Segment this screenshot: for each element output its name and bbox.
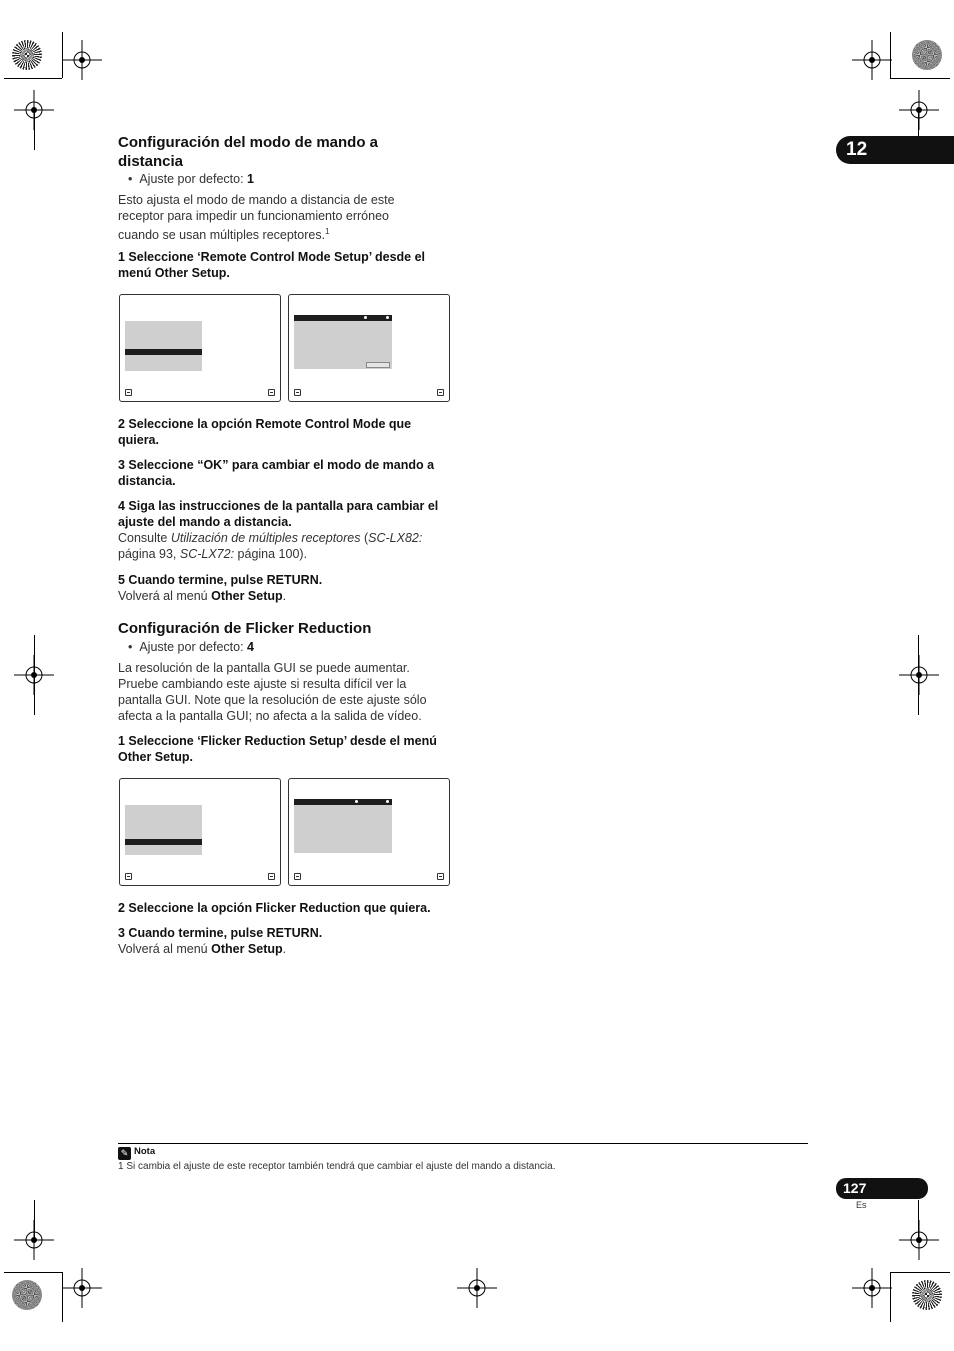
- section-title-remote-mode: [118, 133, 378, 171]
- text: (: [360, 531, 369, 545]
- step-2: 2 Seleccione la opción Flicker Reduction que quiera.: [118, 901, 431, 915]
- menu-highlight: [294, 315, 392, 321]
- registration-target-icon: [899, 655, 939, 695]
- screen-corner-icon: [294, 389, 301, 396]
- section-intro: [118, 192, 458, 243]
- text-bold: Other Setup: [211, 942, 283, 956]
- text-line: Pruebe cambiando este ajuste si resulta difícil ver la: [118, 677, 407, 691]
- text: Consulte: [118, 531, 171, 545]
- registration-rosette-icon: [912, 1280, 942, 1310]
- default-label: Ajuste por defecto:: [139, 640, 244, 654]
- step-text: Other Setup.: [118, 750, 194, 764]
- menu-panel: [294, 315, 392, 369]
- registration-rosette-icon: [12, 1280, 42, 1310]
- step-3: [118, 457, 458, 489]
- page-number: 127: [843, 1180, 867, 1196]
- text: .: [282, 589, 287, 603]
- step-text: 3 Seleccione “OK” para cambiar el modo de mando a: [118, 458, 435, 472]
- registration-target-icon: [457, 1268, 497, 1308]
- menu-highlight: [125, 349, 202, 355]
- screen-corner-icon: [268, 389, 275, 396]
- registration-target-icon: [852, 40, 892, 80]
- gui-screen-flicker: [288, 778, 450, 886]
- text-line: La resolución de la pantalla GUI se puede aumentar.: [118, 661, 410, 675]
- text-italic: SC-LX82:: [368, 531, 423, 545]
- text-bold: Other Setup: [211, 589, 283, 603]
- arrow-icon: [364, 316, 367, 319]
- registration-target-icon: [62, 40, 102, 80]
- note-label: Nota: [134, 1146, 156, 1157]
- section-intro: [118, 660, 463, 724]
- default-setting: • Ajuste por defecto: 4: [128, 640, 254, 654]
- default-value: 4: [247, 640, 254, 654]
- text: Volverá al menú: [118, 589, 212, 603]
- menu-highlight: [294, 799, 392, 805]
- step-5-result: [118, 588, 458, 604]
- section-title-flicker: Configuración de Flicker Reduction: [118, 620, 372, 637]
- footnote-ref: 1: [325, 227, 330, 236]
- step-text: menú Other Setup.: [118, 266, 230, 280]
- text-line: Esto ajusta el modo de mando a distancia de este: [118, 193, 395, 207]
- step-4-reference: [118, 530, 458, 562]
- chapter-number: 12: [846, 139, 868, 160]
- footnote-text: 1 Si cambia el ajuste de este receptor también tendrá que cambiar el ajuste del mando a distancia.: [118, 1161, 556, 1172]
- registration-target-icon: [899, 1220, 939, 1260]
- language-code: Es: [856, 1200, 867, 1210]
- registration-target-icon: [852, 1268, 892, 1308]
- registration-target-icon: [899, 90, 939, 130]
- arrow-icon: [386, 800, 389, 803]
- section-title-line: distancia: [118, 153, 184, 170]
- text: Volverá al menú: [118, 942, 212, 956]
- step-3: 3 Cuando termine, pulse RETURN.: [118, 926, 323, 940]
- menu-panel: [294, 799, 392, 853]
- step-text: quiera.: [118, 433, 159, 447]
- text: página 100).: [234, 547, 308, 561]
- gui-screen-other-setup: [119, 294, 281, 402]
- step-2: [118, 416, 458, 448]
- step-4: [118, 498, 458, 530]
- step-text: 1 Seleccione ‘Remote Control Mode Setup’ desde el: [118, 250, 426, 264]
- step-text: ajuste del mando a distancia.: [118, 515, 292, 529]
- step-3-result: [118, 941, 458, 957]
- step-text: 4 Siga las instrucciones de la pantalla para cambiar el: [118, 499, 439, 513]
- ok-box: [366, 362, 390, 368]
- step-text: 2 Seleccione la opción Remote Control Mode que: [118, 417, 412, 431]
- text-italic: Utilización de múltiples receptores: [170, 531, 361, 545]
- menu-highlight: [125, 839, 202, 845]
- text-line: afecta a la pantalla GUI; no afecta a la salida de vídeo.: [118, 709, 422, 723]
- gui-screen-other-setup: [119, 778, 281, 886]
- screen-corner-icon: [268, 873, 275, 880]
- screen-corner-icon: [125, 873, 132, 880]
- text-italic: SC-LX72:: [179, 547, 235, 561]
- arrow-icon: [355, 800, 358, 803]
- default-value: 1: [247, 172, 254, 186]
- step-5: 5 Cuando termine, pulse RETURN.: [118, 573, 323, 587]
- menu-panel: [125, 805, 202, 855]
- screen-corner-icon: [437, 873, 444, 880]
- text: página 93,: [118, 547, 180, 561]
- screen-corner-icon: [437, 389, 444, 396]
- text-line: receptor para impedir un funcionamiento erróneo: [118, 209, 389, 223]
- step-text: 1 Seleccione ‘Flicker Reduction Setup’ desde el menú: [118, 734, 437, 748]
- text: .: [282, 942, 287, 956]
- step-1: [118, 249, 458, 281]
- note-pencil-icon: ✎: [118, 1147, 131, 1160]
- section-title-line: Configuración del modo de mando a: [118, 134, 379, 151]
- footer-rule: [118, 1143, 808, 1144]
- arrow-icon: [386, 316, 389, 319]
- registration-target-icon: [62, 1268, 102, 1308]
- registration-rosette-icon: [12, 40, 42, 70]
- step-1: [118, 733, 458, 765]
- text-line: pantalla GUI. Note que la resolución de este ajuste sólo: [118, 693, 427, 707]
- default-setting: • Ajuste por defecto: 1: [128, 172, 254, 186]
- step-text: distancia.: [118, 474, 176, 488]
- default-label: Ajuste por defecto:: [139, 172, 244, 186]
- menu-panel: [125, 321, 202, 371]
- gui-screen-remote-mode: [288, 294, 450, 402]
- text-line: cuando se usan múltiples receptores.: [118, 228, 326, 243]
- screen-corner-icon: [125, 389, 132, 396]
- registration-rosette-icon: [912, 40, 942, 70]
- screen-corner-icon: [294, 873, 301, 880]
